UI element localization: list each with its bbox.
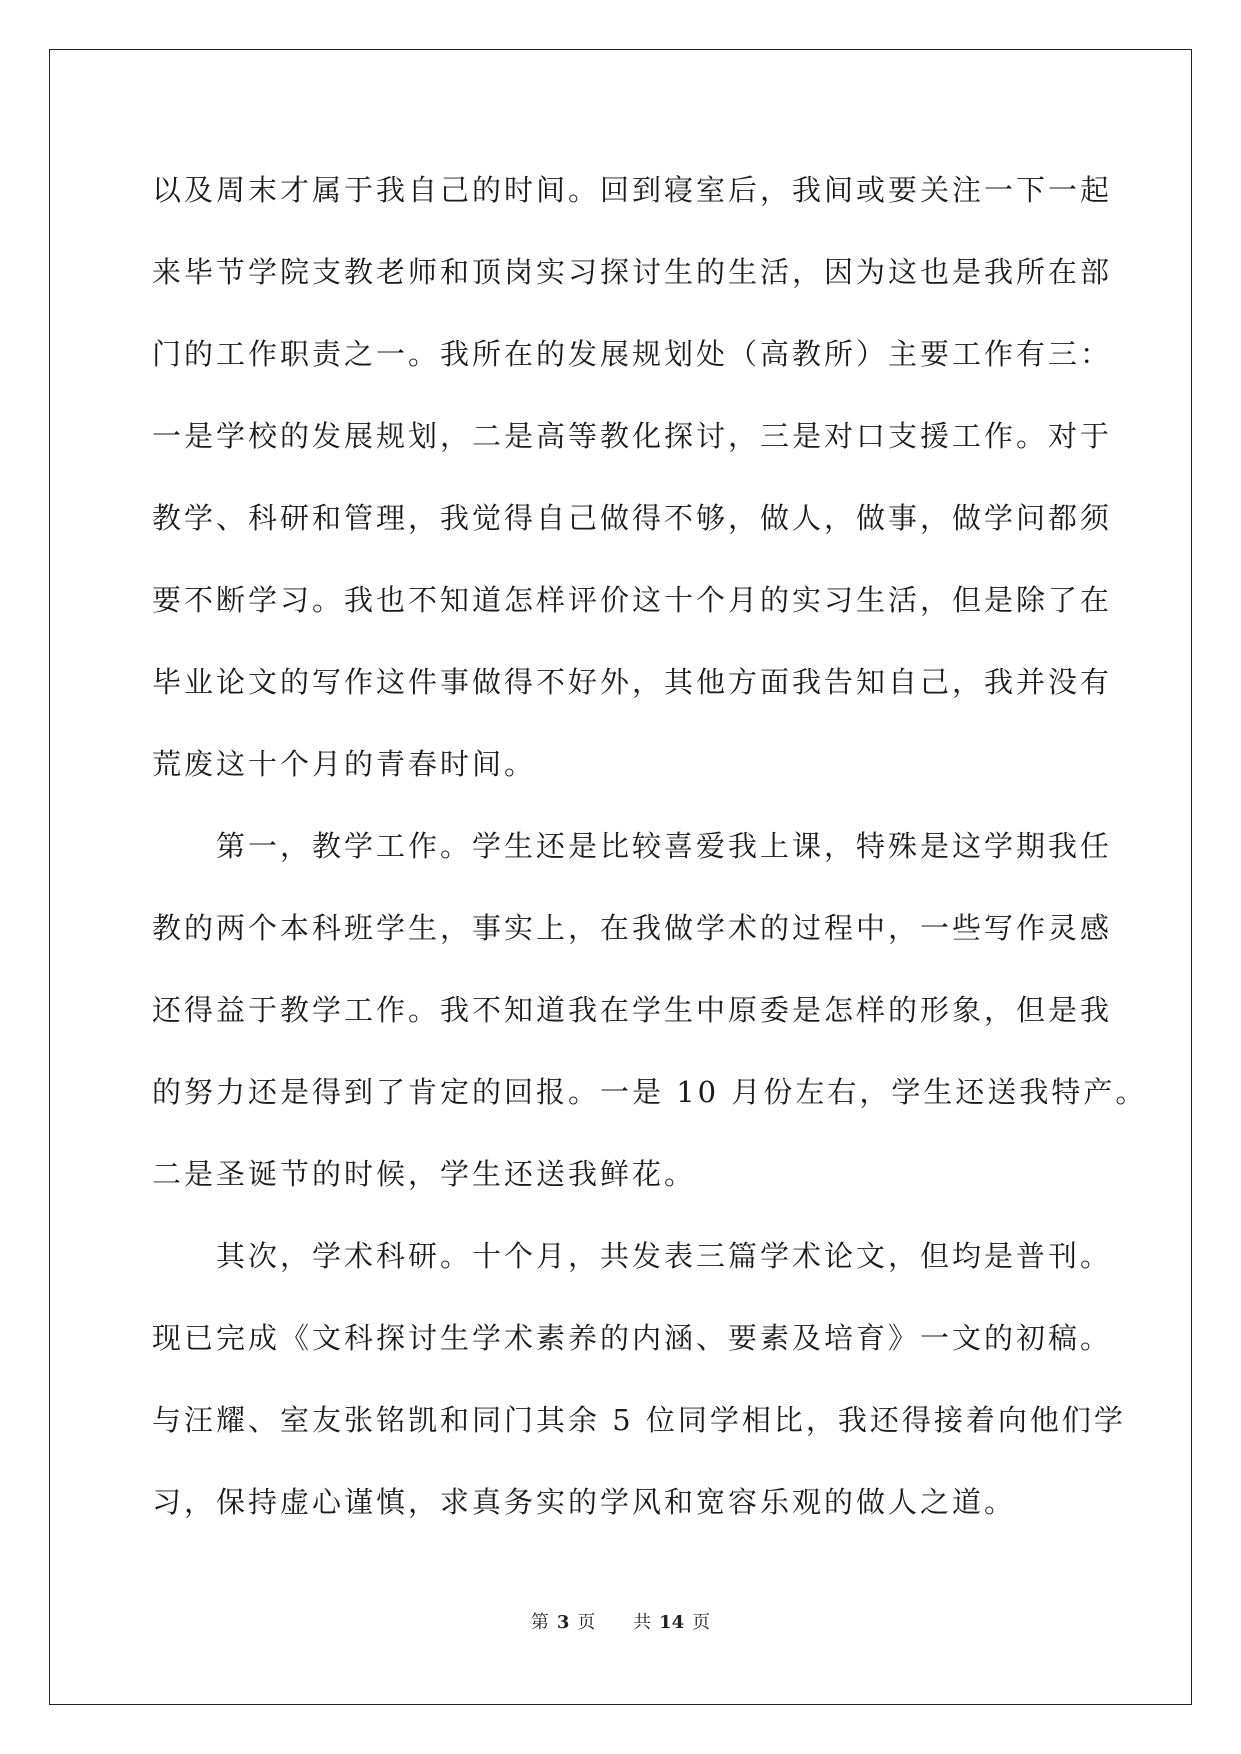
page-suffix: 页 [577, 1612, 596, 1633]
page-footer [0, 1608, 1241, 1634]
text-line: 还得益于教学工作。我不知道我在学生中原委是怎样的形象，但是我 [152, 993, 1113, 1027]
text-line: 教的两个本科班学生，事实上，在我做学术的过程中，一些写作灵感 [152, 911, 1113, 945]
total-prefix: 共 [633, 1612, 652, 1633]
text-line: 与汪耀、室友张铭凯和同门其余 5 位同学相比，我还得接着向他们学 [152, 1403, 1126, 1437]
text-line: 来毕节学院支教老师和顶岗实习探讨生的生活，因为这也是我所在部 [152, 255, 1113, 289]
text-line: 以及周末才属于我自己的时间。回到寝室后，我间或要关注一下一起 [152, 173, 1113, 207]
paragraph-start-line: 第一，教学工作。学生还是比较喜爱我上课，特殊是这学期我任 [216, 829, 1113, 863]
text-line: 教学、科研和管理，我觉得自己做得不够，做人，做事，做学问都须 [152, 501, 1113, 535]
current-page: 3 [556, 1612, 570, 1633]
paragraph-start-line: 其次，学术科研。十个月，共发表三篇学术论文，但均是普刊。 [216, 1239, 1113, 1273]
text-line: 习，保持虚心谨慎，求真务实的学风和宽容乐观的做人之道。 [152, 1485, 1017, 1519]
text-line: 现已完成《文科探讨生学术素养的内涵、要素及培育》一文的初稿。 [152, 1321, 1113, 1355]
text-line: 毕业论文的写作这件事做得不好外，其他方面我告知自己，我并没有 [152, 665, 1113, 699]
text-line: 门的工作职责之一。我所在的发展规划处（高教所）主要工作有三： [152, 337, 1113, 371]
total-pages [625, 1612, 718, 1633]
total-count: 14 [659, 1612, 685, 1633]
text-line: 要不断学习。我也不知道怎样评价这十个月的实习生活，但是除了在 [152, 583, 1113, 617]
total-suffix: 页 [692, 1612, 711, 1633]
document-body [152, 160, 1148, 1554]
text-line: 一是学校的发展规划，二是高等教化探讨，三是对口支援工作。对于 [152, 419, 1113, 453]
page-prefix: 第 [530, 1612, 549, 1633]
text-line: 荒废这十个月的青春时间。 [152, 747, 537, 781]
text-line: 二是圣诞节的时候，学生还送我鲜花。 [152, 1157, 697, 1191]
page-number [523, 1612, 604, 1633]
text-line: 的努力还是得到了肯定的回报。一是 10 月份左右，学生还送我特产。 [152, 1075, 1148, 1109]
